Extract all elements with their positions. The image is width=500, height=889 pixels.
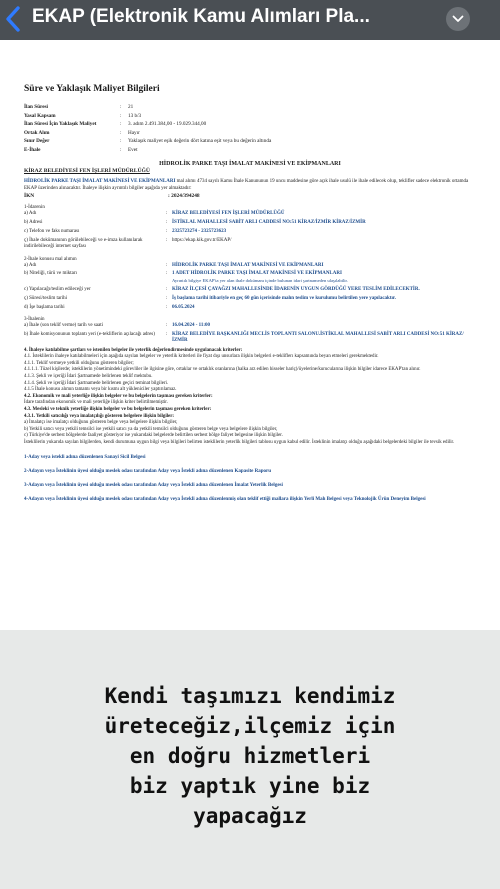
row-value: KİRAZ İLÇESİ ÇAYAĞZI MAHALLESİNDE İDARENİN UYGUN GÖRDÜĞÜ YERE TESLİM EDİLECEKTİR. [172, 286, 420, 292]
row-colon: : [166, 237, 168, 243]
document-link-item: 2-Adayın veya İsteklinin üyesi olduğu meslek odası tarafından Aday veya İstekli adına düzenlenen Kapasite Raporu [24, 468, 271, 474]
administration-table [24, 211, 476, 251]
meta-label: Yasal Kapsam [24, 112, 56, 119]
story-caption: Kendi taşımızı kendimiz üreteceğiz,ilçemiz için en doğru hizmetleri biz yaptık yine biz yapacağız [104, 684, 396, 828]
row-label: a) Adı [24, 211, 37, 216]
row-label: c) Yapılacağı/teslim edileceği yer [24, 286, 91, 292]
meta-value: 3. adım 2.491.384,00 - 19.029.344,00 [128, 121, 207, 127]
document-link-item: 3-Adayın veya İsteklinin üyesi olduğu meslek odası tarafından Aday veya İstekli adına düzenlenen İmalat Yeterlik Belgesi [24, 482, 283, 488]
row-label: ç) Süresi/teslim tarihi [24, 295, 68, 301]
row-value: KİRAZ BELEDİYE BAŞKANLIĞI MECLİS TOPLANTI SALONU.İSTİKLAL MAHALLESİ SABİT ARLI CADDESİ NO:51 KİRAZ/İZMİR [172, 331, 464, 344]
document-links [24, 454, 476, 503]
meta-row [24, 129, 476, 138]
meta-value: Evet [128, 146, 138, 153]
row-label: ç) İhale dokümanının görülebileceği ve e-imza kullanılarak indirilebileceği internet sayfası [24, 237, 143, 250]
menu-toggle-button[interactable] [446, 7, 470, 31]
meta-value: 21 [128, 104, 134, 110]
section-heading: 1-İdarenin [24, 205, 45, 210]
meta-label: Ortak Alım [24, 129, 50, 136]
requirement-line: 4.3. Mesleki ve teknik yeterliğe ilişkin belgeler ve bu belgelerin taşıması gereken kriterler: [24, 407, 212, 413]
requirements-text [24, 348, 476, 447]
table-row [24, 263, 476, 269]
table-row [24, 271, 476, 284]
back-button[interactable] [4, 4, 24, 34]
row-value: 1 ADET HİDROLİK PARKE TAŞI İMALAT MAKİNESİ VE EKİPMANLARI [172, 271, 342, 277]
row-colon: : [166, 211, 168, 216]
tender-table [24, 323, 476, 345]
meta-label: İlan Süresi [24, 104, 48, 110]
meta-row [24, 146, 476, 155]
row-value: HİDROLİK PARKE TAŞI İMALAT MAKİNESİ VE EKİPMANLARI [172, 262, 324, 268]
meta-value: Yaklaşık maliyet eşik değerin dört katına eşit veya bu değerin altında [128, 138, 272, 144]
intro-text: mal alımı 4734 sayılı Kamu İhale Kanununun 19 uncu maddesine göre açık ihale usulü ile ihale edilecek olup, teklifler sadece elektronik ortamda EKAP üzerinden alınacaktır. İhaleye ilişkin ayrıntılı bilgiler aşağıda yer almaktadır: [24, 179, 469, 191]
meta-colon: : [120, 112, 122, 119]
table-row [24, 332, 476, 345]
administration-title: KİRAZ BELEDİYESİ FEN İŞLERİ MÜDÜRLÜĞÜ [24, 168, 150, 174]
document-heading: Süre ve Yaklaşık Maliyet Bilgileri [24, 84, 160, 94]
table-row [24, 296, 476, 302]
ikn-colon: : [168, 193, 172, 199]
meta-value: 13 b/3 [128, 112, 142, 119]
row-value: 06.05.2024 [172, 304, 195, 310]
meta-label: E-İhale [24, 146, 41, 153]
row-value: İSTİKLAL MAHALLESİ SABİT ARLI CADDESİ NO:51 KİRAZ/İZMİR KİRAZ/İZMİR [172, 219, 366, 225]
row-colon: : [166, 219, 168, 225]
row-colon: : [166, 304, 168, 310]
section-heading: 3-İhalenin [24, 316, 45, 322]
row-colon: : [166, 331, 168, 337]
table-row [24, 305, 476, 311]
row-note: Ayrıntılı bilgiye EKAP'ta yer alan ihale dokümanı içinde bulunan idari şartnameden ulaşılabilir. [172, 277, 348, 283]
requirement-line: 4.1.1.1. Tüzel kişilerde; isteklilerin yönetimindeki görevliler ile ilgisine göre, ortaklar ve ortaklık oranlarına (halka arz edilen hisseler hariç)/üyelerine/kurucularına ilişkin bilgiler idarece EKAP'tan alınır. [24, 367, 421, 373]
section-heading: 2-İhale konusu mal alımın [24, 256, 77, 262]
tender-document-image [0, 40, 500, 630]
row-label: b) İhale komisyonunun toplantı yeri (e-tekliflerin açılacağı adres) [24, 331, 155, 337]
meta-label: Sınır Değer [24, 138, 50, 144]
meta-row [24, 120, 476, 129]
chevron-left-icon [4, 4, 24, 34]
requirement-line: a) İmalatçı ise imalatçı olduğunu gösteren belge veya belgelere ilişkin bilgiler, [24, 420, 178, 426]
intro-paragraph [24, 178, 476, 192]
requirement-line: 4.2. Ekonomik ve mali yeterliğe ilişkin belgeler ve bu belgelerin taşıması gereken kriterler: [24, 393, 213, 399]
table-row [24, 211, 476, 217]
row-value: KİRAZ BELEDİYESİ FEN İŞLERİ MÜDÜRLÜĞÜ [172, 211, 285, 216]
row-label: c) Telefon ve faks numarası [24, 228, 80, 234]
requirement-line: 4.1. İsteklilerin ihaleye katılabilmeleri için aşağıda sayılan belgeler ve yeterlik kriterleri ile fiyat dışı unsurlara ilişkin belgeleri e-tekliflerı kapsamında beyan etmeleri gerekmektedir. [24, 354, 379, 360]
row-label: d) İşe başlama tarihi [24, 304, 65, 310]
row-value: İş başlama tarihi itibariyle en geç 60 gün içerisinde malın teslim ve kurulumu belirtilen yere yapılacaktır. [172, 295, 396, 301]
requirement-line: 4.1.3. Şekli ve içeriği İdari Şartnamede belirlenen teklif mektubu. [24, 374, 153, 380]
chevron-down-icon [452, 15, 464, 23]
cost-meta-table [24, 103, 476, 154]
ikn-label: İKN [24, 193, 35, 199]
requirement-line: İdare tarafından ekonomik ve mali yeterliğe ilişkin kriter belirtilmemiştir. [24, 400, 168, 406]
requirement-line: İsteklilerin yukarıda sayılan bilgilerden, kendi durumuna uygun bilgi veya bilgileri belirten isteklilerin yeterlik bilgileri tablosu uygun kabul edilir. İsteklinin imalatçı olduğu aşağıdaki belgelerdeki bilgiler ile tevsik edilir. [24, 440, 455, 445]
row-value: https://ekap.kik.gov.tr/EKAP/ [172, 237, 232, 243]
document-link-item: 4-Adayın veya İsteklinin üyesi olduğu meslek odası tarafından Aday veya İstekli adına düzenlenmiş olan teklif ettiği mallara ilişkin Yerli Malı Belgesi veya Teknolojik Ürün Deneyim Belgesi [24, 496, 426, 502]
row-colon: : [166, 286, 168, 292]
meta-colon: : [120, 146, 122, 153]
row-colon: : [166, 295, 168, 301]
row-colon: : [166, 271, 168, 277]
requirement-line: 4.1.1. Teklif vermeye yetkili olduğunu gösteren bilgiler; [24, 360, 134, 366]
meta-row [24, 137, 476, 146]
top-bar [0, 0, 500, 40]
tender-title: HİDROLİK PARKE TAŞI İMALAT MAKİNESİ VE EKİPMANLARI [159, 161, 341, 167]
meta-colon: : [120, 104, 122, 110]
requirement-line: b) Yetkili satıcı veya yetkili temsilci ise yetkili satıcı ya da yetkili temsilci olduğunu gösteren belge veya belgelere ilişkin bilgiler, [24, 426, 278, 432]
requirement-line: 4.1.5 İhale konusu alımın tamamı veya bir kısmı alt yükleniciler yaptırılamaz. [24, 387, 177, 393]
row-value: 16.04.2024 - 11:00 [172, 322, 211, 328]
page-title: EKAP (Elektronik Kamu Alımları Pla... [32, 6, 370, 27]
row-value-group [172, 271, 476, 284]
table-row [24, 323, 476, 329]
meta-value: Hayır [128, 129, 140, 136]
meta-colon: : [120, 138, 122, 144]
row-value: 2325723274 - 2325723623 [172, 228, 227, 234]
row-label: b) Niteliği, türü ve miktarı [24, 271, 77, 277]
row-label: a) İhale (son teklif verme) tarih ve saati [24, 322, 103, 328]
requirement-line: 4. İhaleye katılabilme şartları ve istenilen belgeler ile yeterlik değerlendirmesinde uygulanacak kriterler: [24, 347, 243, 353]
intro-highlight: HİDROLİK PARKE TAŞI İMALAT MAKİNESİ VE EKİPMANLARI [24, 179, 176, 184]
ikn-row [24, 193, 476, 199]
caption-area [0, 630, 500, 889]
table-row [24, 220, 476, 226]
requirement-line: 4.1.4. Şekli ve içeriği İdari Şartnamede belirlenen geçici teminat bilgileri. [24, 380, 169, 386]
row-colon: : [166, 262, 168, 268]
table-row [24, 238, 476, 251]
table-row [24, 229, 476, 235]
row-colon: : [166, 228, 168, 234]
meta-label: İlan Süresi İçin Yaklaşık Maliyet [24, 121, 97, 127]
requirement-line: c) Türkiye'de serbest bölgelerde faaliyet gösteriyor ise yukarıdaki belgelerde belirtilen serbest bölge faliyet belgesine ilişkin bilgiler. [24, 433, 283, 439]
meta-row [24, 103, 476, 112]
requirement-line: 4.3.1. Yetkili satıcılığı veya imalatçılığı gösteren belgelere ilişkin bilgiler: [24, 413, 175, 419]
table-row [24, 287, 476, 293]
meta-colon: : [120, 121, 122, 127]
row-colon: : [166, 322, 168, 328]
ikn-value: 2024/394248 [171, 193, 200, 199]
meta-colon: : [120, 129, 122, 136]
row-label: a) Adı [24, 262, 37, 268]
row-label: b) Adresi [24, 219, 43, 225]
meta-row [24, 112, 476, 121]
document-link-item: 1-Aday veya istekli adına düzenlenen Sanayi Sicil Belgesi [24, 454, 146, 460]
goods-table [24, 263, 476, 311]
